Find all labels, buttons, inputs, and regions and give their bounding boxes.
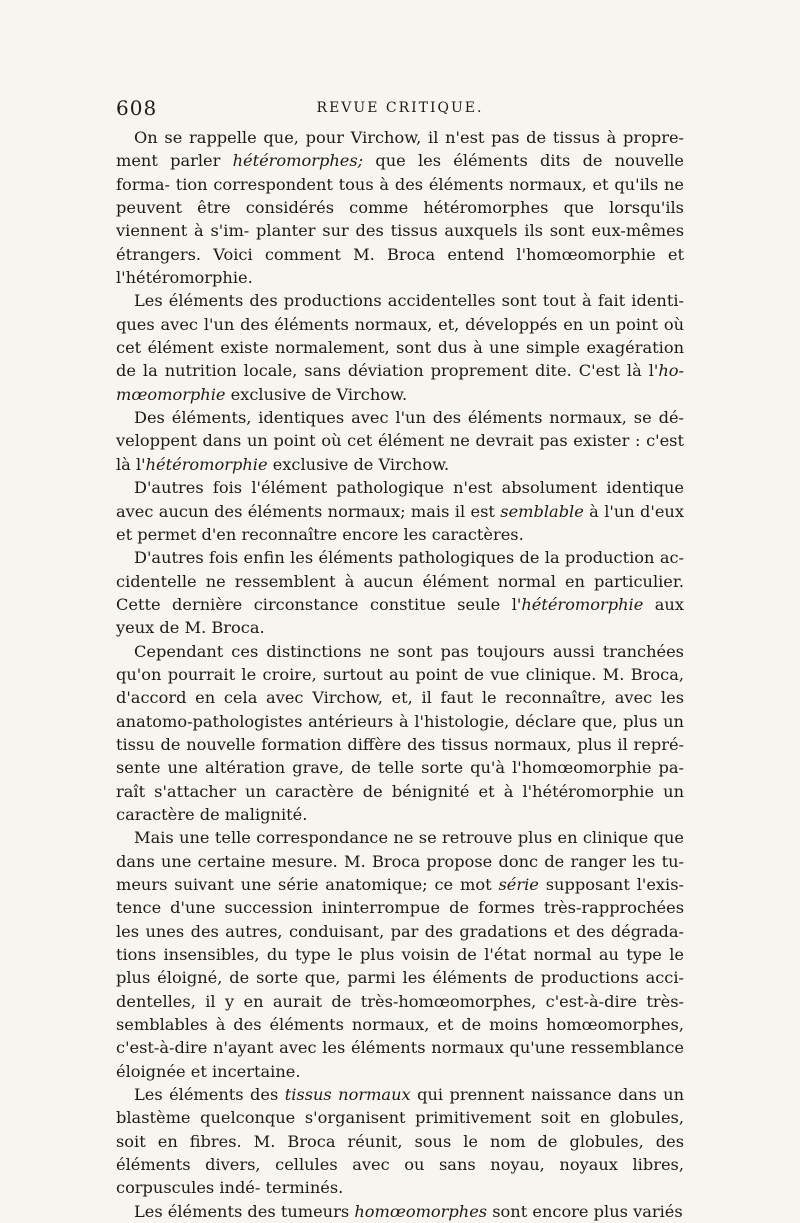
paragraph: Cependant ces distinctions ne sont pas toujours aussi tranchées qu'on pourrait le croire, surtout au point de vue clinique. M. Broca, d'accord en cela avec Virchow, et, il faut le reconnaître, avec les anatomo-pathologistes antérieurs à l'histologie, déclare que, plus un tissu de nouvelle formation diffère des tissus normaux, plus il repré- sente une altération grave, de telle sorte qu'à l'homœomorphie pa- raît s'attacher un caractère de bénignité et à l'hétéromorphie un caractère de malignité.: [116, 641, 684, 824]
body-text: [116, 126, 684, 1223]
page-header: [116, 96, 684, 124]
paragraph: Les éléments des productions accidentelles sont tout à fait identi- ques avec l'un des éléments normaux, et, développés en un point où cet élément existe normalement, sont dus à une simple exagération de la nutrition locale, sans déviation proprement dite. C'est là l'ho- mœomorphie exclusive de Virchow.: [116, 291, 684, 404]
running-title: REVUE CRITIQUE.: [316, 100, 484, 116]
paragraph: Les éléments des tissus normaux qui prennent naissance dans un blastème quelconque s'organisent primitivement soit en globules, soit en fibres. M. Broca réunit, sous le nom de globules, des éléments divers, cellules avec ou sans noyau, noyaux libres, corpuscules indé- terminés.: [116, 1085, 685, 1198]
paragraph: Des éléments, identiques avec l'un des éléments normaux, se dé- veloppent dans un point où cet élément ne devrait pas exister : c'est là l'hétéromorphie exclusive de Virchow.: [116, 408, 684, 474]
paragraph: Mais une telle correspondance ne se retrouve plus en clinique que dans une certaine mesure. M. Broca propose donc de ranger les tu- meurs suivant une série anatomique; ce mot série supposant l'exis- tence d'une succession ininterrompue de formes très-rapprochées les unes des autres, conduisant, par des gradations et des dégrada- tions insensibles, du type le plus voisin de l'état normal au type le plus éloigné, de sorte que, parmi les éléments de productions acci- dentelles, il y en aurait de très-homœomorphes, c'est-à-dire très- semblables à des éléments normaux, et de moins homœomorphes, c'est-à-dire n'ayant avec les éléments normaux qu'une ressemblance éloignée et incertaine.: [116, 828, 684, 1081]
paragraph: On se rappelle que, pour Virchow, il n'est pas de tissus à propre- ment parler hétéromorphes; que les éléments dits de nouvelle forma- tion correspondent tous à des éléments normaux, et qu'ils ne peuvent être considérés comme hétéromorphes que lorsqu'ils viennent à s'im- planter sur des tissus auxquels ils sont eux-mêmes étrangers. Voici comment M. Broca entend l'homœomorphie et l'hétéromorphie.: [116, 128, 684, 288]
paragraph: Les éléments des tumeurs homœomorphes sont encore plus variés: [134, 1201, 683, 1221]
page-number: 608: [116, 96, 158, 120]
paragraph: D'autres fois enfin les éléments pathologiques de la production ac- cidentelle ne ressemblent à aucun élément normal en particulier. Cette dernière circonstance constitue seule l'hétéromorphie aux yeux de M. Broca.: [116, 548, 684, 638]
paragraph: D'autres fois l'élément pathologique n'est absolument identique avec aucun des éléments normaux; mais il est semblable à l'un d'eux et permet d'en reconnaître encore les caractères.: [116, 478, 684, 544]
